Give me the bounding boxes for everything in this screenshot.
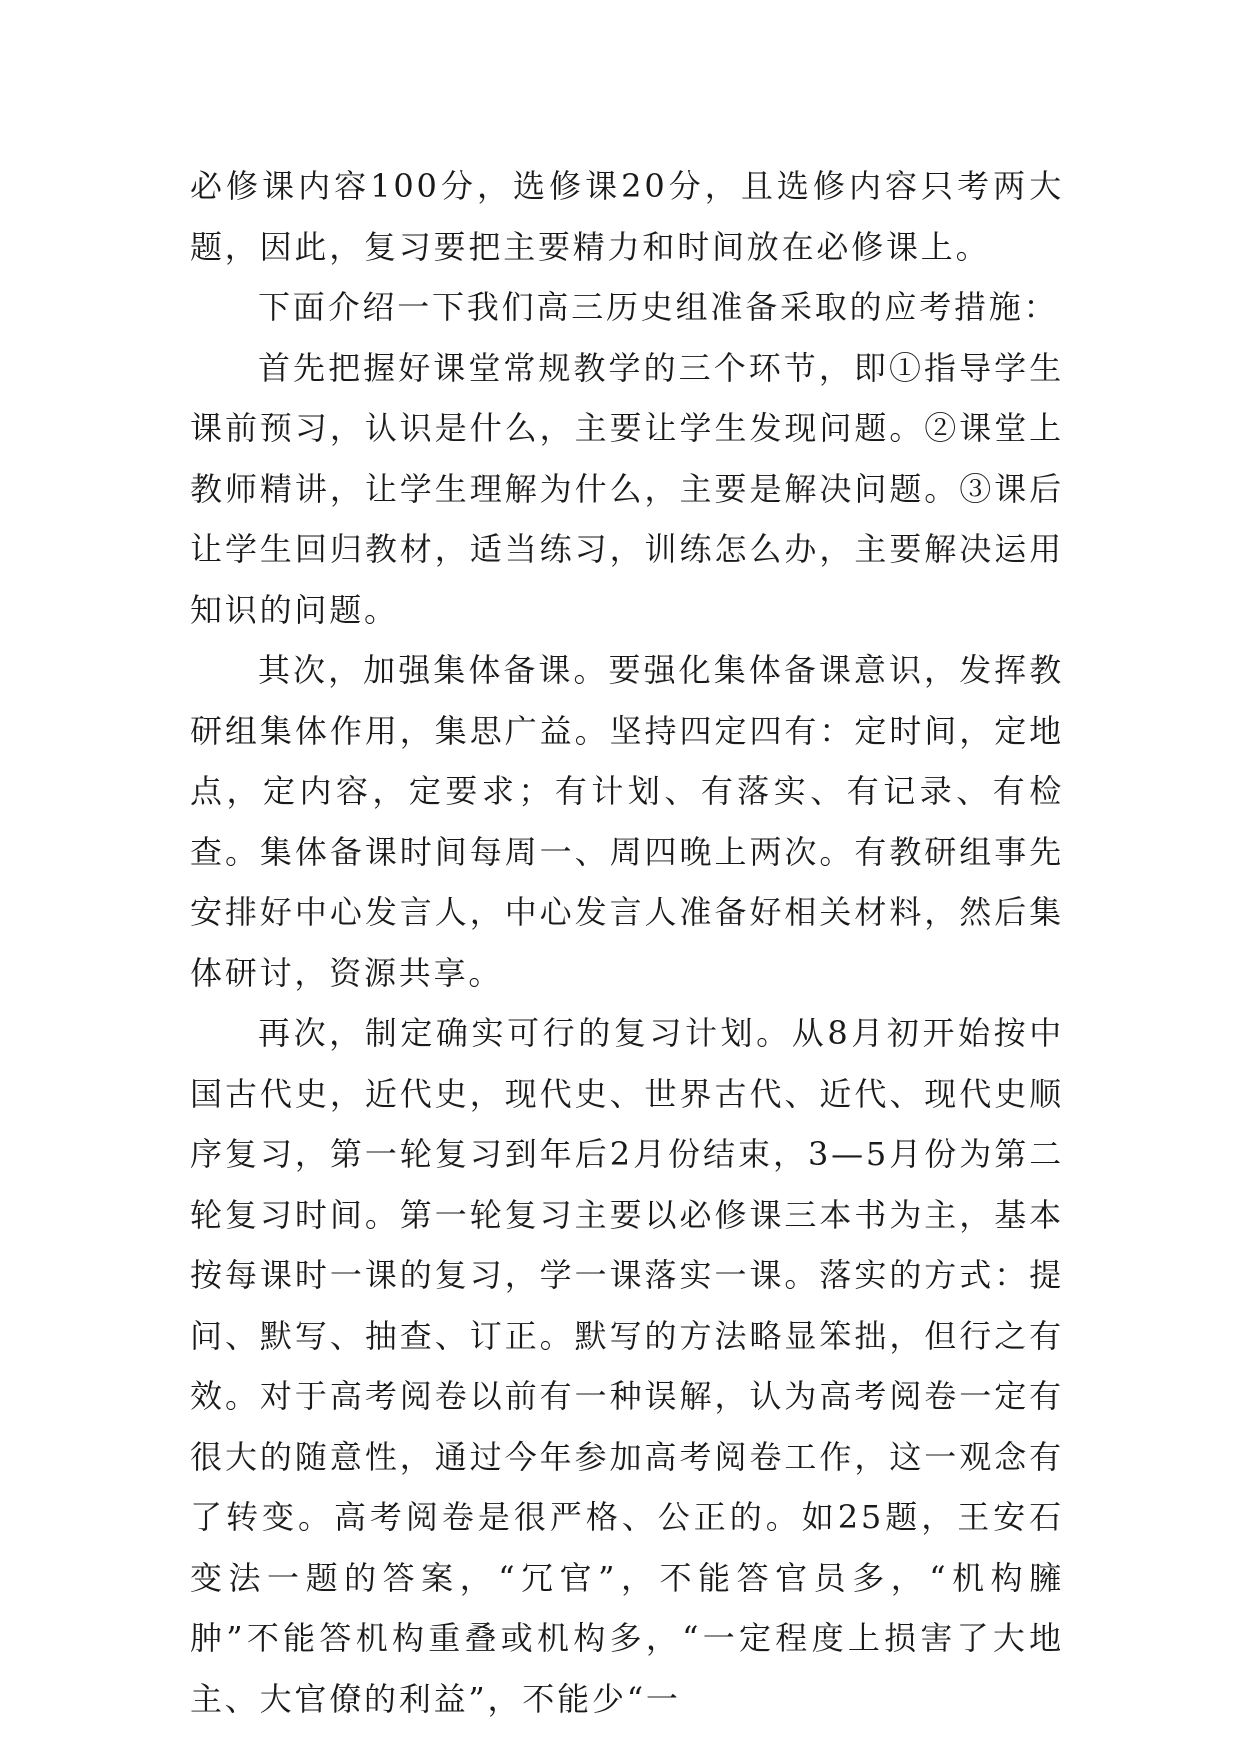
document-body xyxy=(190,156,1064,1729)
paragraph-first-measure: 首先把握好课堂常规教学的三个环节，即①指导学生课前预习，认识是什么，主要让学生发现问题。②课堂上教师精讲，让学生理解为什么，主要是解决问题。③课后让学生回归教材，适当练习，训练怎么办，主要解决运用知识的问题。 xyxy=(190,348,1064,629)
paragraph-third-measure: 再次，制定确实可行的复习计划。从8月初开始按中国古代史，近代史，现代史、世界古代、近代、现代史顺序复习，第一轮复习到年后2月份结束，3—5月份为第二轮复习时间。第一轮复习主要以必修课三本书为主，基本按每课时一课的复习，学一课落实一课。落实的方式：提问、默写、抽查、订正。默写的方法略显笨拙，但行之有效。对于高考阅卷以前有一种误解，认为高考阅卷一定有很大的随意性，通过今年参加高考阅卷工作，这一观念有了转变。高考阅卷是很严格、公正的。如25题，王安石变法一题的答案，“冗官”，不能答官员多，“机构臃肿”不能答机构重叠或机构多，“一定程度上损害了大地主、大官僚的利益”，不能少“一 xyxy=(190,1014,1064,1718)
paragraph-intro-measures: 下面介绍一下我们高三历史组准备采取的应考措施： xyxy=(258,288,1059,326)
paragraph-continuation: 必修课内容100分，选修课20分，且选修内容只考两大题，因此，复习要把主要精力和时间放在必修课上。 xyxy=(190,167,1064,266)
paragraph-second-measure: 其次，加强集体备课。要强化集体备课意识，发挥教研组集体作用，集思广益。坚持四定四有：定时间，定地点，定内容，定要求；有计划、有落实、有记录、有检查。集体备课时间每周一、周四晚上两次。有教研组事先安排好中心发言人，中心发言人准备好相关材料，然后集体研讨，资源共享。 xyxy=(190,651,1064,992)
